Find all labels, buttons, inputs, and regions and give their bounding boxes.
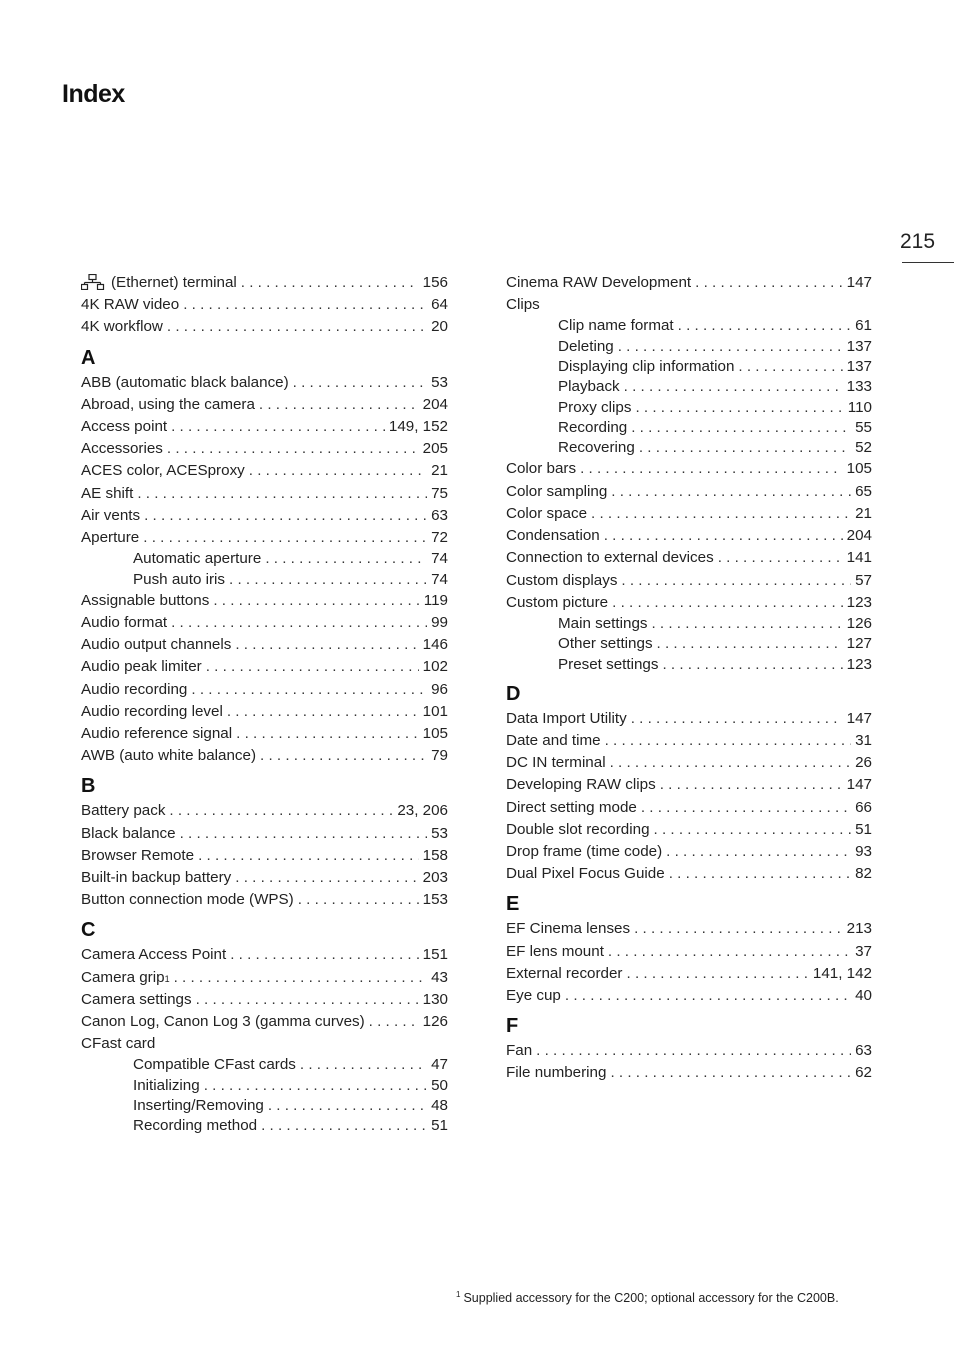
leader-dots — [174, 967, 428, 989]
index-subentry — [506, 614, 872, 634]
index-entry — [506, 294, 872, 316]
index-entry-label: Color bars — [506, 460, 577, 478]
leader-dots — [144, 505, 427, 527]
index-entry-label: Camera settings — [81, 990, 192, 1008]
index-entry-label: Cinema RAW Development — [506, 274, 692, 291]
index-entry-page[interactable]: 110 — [847, 398, 872, 416]
index-entry-page[interactable]: 31 — [855, 732, 872, 749]
leader-dots — [610, 752, 852, 774]
index-entry-page[interactable]: 75 — [431, 484, 448, 502]
index-entry-label: Audio recording — [81, 680, 188, 698]
index-entry-page[interactable]: 126 — [846, 614, 872, 632]
index-entry — [81, 634, 448, 656]
leader-dots — [191, 679, 427, 701]
index-entry — [81, 590, 448, 612]
leader-dots — [206, 656, 419, 678]
index-entry-label: (Ethernet) terminal — [111, 274, 237, 291]
index-entry-label: Automatic aperture — [133, 550, 262, 568]
index-entry-page[interactable]: 151 — [422, 946, 448, 964]
index-entry-page[interactable]: 126 — [422, 1013, 448, 1031]
index-entry-page[interactable]: 21 — [855, 504, 872, 522]
index-entry-page[interactable]: 153 — [422, 891, 448, 909]
index-entry-page[interactable]: 203 — [422, 869, 448, 887]
index-entry — [81, 1033, 448, 1055]
index-entry-label: AE shift — [81, 484, 134, 502]
index-entry-page[interactable]: 72 — [431, 529, 448, 547]
leader-dots — [229, 570, 427, 590]
section-letter-e: E — [506, 893, 520, 916]
index-entry — [81, 701, 448, 723]
index-entry-page[interactable]: 213 — [846, 920, 872, 938]
index-entry-page[interactable]: 123 — [846, 655, 872, 673]
index-entry-page[interactable]: 74 — [431, 570, 448, 588]
index-subentry — [506, 337, 872, 357]
index-entry-page[interactable]: 137 — [846, 358, 872, 375]
index-entry-page[interactable]: 119 — [423, 591, 448, 609]
index-entry — [506, 592, 872, 614]
index-entry-label: Recording method — [133, 1117, 258, 1135]
index-entry-page[interactable]: 62 — [855, 1064, 872, 1082]
index-entry — [81, 372, 448, 394]
section-letter-c: C — [81, 919, 96, 942]
leader-dots — [634, 918, 843, 940]
leader-dots — [591, 503, 851, 525]
index-entry-label: EF Cinema lenses — [506, 920, 631, 938]
leader-dots — [635, 398, 843, 418]
index-entry-label: Aperture — [81, 529, 140, 547]
index-entry-label: Developing RAW clips — [506, 776, 656, 794]
leader-dots — [235, 634, 418, 656]
leader-dots — [171, 416, 385, 438]
index-entry-label: CFast card — [81, 1035, 156, 1053]
index-entry-page[interactable]: 51 — [855, 820, 872, 838]
leader-dots — [196, 989, 419, 1011]
index-entry-label: Drop frame (time code) — [506, 843, 663, 861]
index-entry-label: Proxy clips — [558, 398, 632, 416]
index-subentry — [506, 634, 872, 654]
index-entry-page[interactable]: 133 — [846, 378, 872, 396]
index-entry-label: ABB (automatic black balance) — [81, 373, 289, 391]
index-entry-label: Initializing — [133, 1076, 200, 1094]
leader-dots — [260, 745, 427, 767]
index-entry-page[interactable]: 105 — [846, 460, 872, 478]
leader-dots — [369, 1011, 419, 1033]
index-entry — [506, 503, 872, 525]
index-subentry — [506, 398, 872, 418]
index-entry — [506, 963, 872, 985]
index-entry-page[interactable]: 99 — [431, 614, 448, 632]
index-entry-label: Abroad, using the camera — [81, 395, 255, 413]
index-entry-page[interactable]: 79 — [431, 747, 448, 765]
index-entry-label: Audio reference signal — [81, 725, 233, 743]
index-entry-page[interactable]: 204 — [422, 395, 448, 413]
leader-dots — [662, 655, 842, 675]
page-number-rule — [902, 262, 954, 263]
leader-dots — [605, 730, 852, 752]
index-entry-page[interactable]: 96 — [431, 680, 448, 698]
index-entry — [81, 845, 448, 867]
index-entry-page[interactable]: 66 — [855, 798, 872, 816]
index-entry-label: Air vents — [81, 506, 141, 524]
index-entry-label: Preset settings — [558, 655, 659, 673]
leader-dots — [236, 723, 419, 745]
index-entry — [81, 505, 448, 527]
index-entry-label: Condensation — [506, 527, 600, 545]
index-entry — [81, 867, 448, 889]
index-subentry — [81, 1055, 448, 1075]
index-entry-page[interactable]: 127 — [846, 635, 872, 653]
leader-dots — [639, 438, 851, 458]
leader-dots — [235, 867, 418, 889]
index-entry — [506, 819, 872, 841]
index-entry-label: Main settings — [558, 614, 648, 632]
index-entry-label: Inserting/Removing — [133, 1097, 264, 1115]
index-entry-label: 4K workflow — [81, 318, 163, 336]
index-entry-label: Push auto iris — [133, 570, 226, 588]
index-entry-label: Dual Pixel Focus Guide — [506, 865, 665, 883]
index-entry-label: Recording — [558, 418, 628, 436]
index-entry — [81, 989, 448, 1011]
index-entry — [81, 294, 448, 316]
index-entry-page[interactable]: 51 — [431, 1117, 448, 1135]
index-entry-label: Clip name format — [558, 317, 674, 335]
index-column-left — [81, 272, 448, 1137]
section-letter-a: A — [81, 346, 96, 369]
index-entry-page[interactable]: 21 — [431, 462, 448, 480]
index-entry-page[interactable]: 93 — [855, 843, 872, 861]
index-entry: Camera grip 1 . . . 43 — [81, 967, 448, 989]
index-subentry — [506, 316, 872, 336]
index-entry-page[interactable]: 156 — [422, 274, 448, 291]
index-entry-label: Recovering — [558, 439, 635, 457]
index-entry-label: Double slot recording — [506, 820, 650, 838]
leader-dots — [631, 418, 851, 438]
index-entry-page[interactable]: 53 — [431, 824, 448, 842]
leader-dots — [669, 863, 851, 885]
index-entry-page[interactable]: 147 — [846, 274, 872, 291]
index-entry-page[interactable]: 53 — [431, 373, 448, 391]
index-entry-page[interactable]: 26 — [855, 754, 872, 772]
leader-dots — [608, 941, 851, 963]
leader-dots — [654, 819, 852, 841]
index-column-right — [506, 272, 872, 1085]
leader-dots — [268, 1096, 427, 1116]
index-entry-label: Other settings — [558, 635, 653, 653]
index-entry-label: Clips — [506, 296, 540, 314]
leader-dots — [259, 394, 419, 416]
index-subentry — [506, 357, 872, 377]
index-subentry — [506, 655, 872, 675]
page-number: 215 — [900, 230, 936, 253]
leader-dots — [298, 889, 419, 911]
footnote — [456, 1291, 839, 1305]
index-entry-page[interactable]: 55 — [855, 418, 872, 436]
leader-dots — [300, 1055, 427, 1075]
index-entry — [506, 918, 872, 940]
leader-dots — [660, 774, 843, 796]
index-entry-page[interactable]: 205 — [422, 440, 448, 458]
index-entry — [81, 483, 448, 505]
index-entry — [506, 458, 872, 480]
index-entry-label: Displaying clip information — [558, 358, 735, 375]
index-entry-label: Assignable buttons — [81, 591, 210, 609]
index-entry-label: DC IN terminal — [506, 754, 606, 772]
index-entry-page[interactable]: 82 — [855, 865, 872, 883]
index-entry — [81, 416, 448, 438]
index-entry-label: Audio recording level — [81, 702, 223, 720]
index-entry-label: ACES color, ACESproxy — [81, 462, 245, 480]
leader-dots — [227, 701, 419, 723]
index-entry-label: Canon Log, Canon Log 3 (gamma curves) — [81, 1013, 365, 1031]
index-entry-page[interactable]: 146 — [422, 636, 448, 654]
leader-dots — [265, 549, 427, 569]
leader-dots — [631, 708, 843, 730]
leader-dots — [612, 592, 843, 614]
leader-dots — [738, 357, 842, 377]
leader-dots — [611, 481, 851, 503]
index-entry — [506, 1040, 872, 1062]
index-entry — [506, 941, 872, 963]
index-entry — [81, 745, 448, 767]
index-entry — [81, 679, 448, 701]
leader-dots — [610, 1062, 851, 1084]
index-entry-label: Accessories — [81, 440, 163, 458]
index-entry — [506, 797, 872, 819]
index-entry-page[interactable]: 123 — [846, 593, 872, 611]
index-entry-label: Camera Access Point — [81, 946, 227, 964]
leader-dots — [204, 1076, 427, 1096]
leader-dots — [621, 570, 851, 592]
footnote-text: Supplied accessory for the C200; optional accessory for the C200B. — [463, 1291, 839, 1305]
index-entry — [506, 1062, 872, 1084]
index-entry — [81, 656, 448, 678]
leader-dots — [678, 316, 851, 336]
leader-dots — [624, 377, 843, 397]
index-entry-page[interactable]: 50 — [431, 1076, 448, 1094]
index-subentry — [81, 1096, 448, 1116]
index-entry — [506, 708, 872, 730]
index-entry — [81, 723, 448, 745]
page-title: Index — [62, 80, 125, 108]
index-subentry — [81, 570, 448, 590]
leader-dots — [580, 458, 843, 480]
index-entry — [506, 272, 872, 294]
leader-dots — [167, 438, 419, 460]
leader-dots — [627, 963, 809, 985]
index-entry-label: Camera grip — [81, 968, 165, 986]
index-subentry — [81, 549, 448, 569]
index-entry — [81, 823, 448, 845]
leader-dots — [666, 841, 851, 863]
index-entry-label: Button connection mode (WPS) — [81, 891, 294, 909]
leader-dots — [718, 547, 843, 569]
leader-dots — [695, 272, 843, 294]
leader-dots — [249, 460, 427, 482]
leader-dots — [169, 800, 393, 822]
index-entry-label: 4K RAW video — [81, 296, 180, 314]
index-entry-page[interactable]: 61 — [855, 317, 872, 335]
index-entry-label: Black balance — [81, 824, 176, 842]
index-entry-label: Connection to external devices — [506, 549, 714, 567]
index-entry-label: Compatible CFast cards — [133, 1056, 296, 1074]
index-entry — [506, 985, 872, 1007]
index-entry — [81, 316, 448, 338]
leader-dots — [651, 614, 842, 634]
index-entry-page[interactable]: 101 — [422, 702, 448, 720]
index-subentry — [506, 377, 872, 397]
index-entry-page[interactable]: 147 — [846, 709, 872, 727]
leader-dots — [565, 985, 851, 1007]
index-entry-page[interactable]: 63 — [431, 506, 448, 524]
index-entry — [81, 394, 448, 416]
index-entry-label: Playback — [558, 378, 620, 396]
index-entry-page[interactable]: 102 — [422, 658, 448, 676]
leader-dots — [171, 612, 427, 634]
footnote-mark: 1 — [456, 1290, 461, 1299]
index-entry-page[interactable]: 130 — [422, 990, 448, 1008]
index-entry — [81, 944, 448, 966]
index-entry-label: Audio format — [81, 614, 168, 632]
leader-dots — [213, 590, 419, 612]
index-entry-page[interactable]: 43 — [431, 968, 448, 986]
index-entry-page[interactable]: 63 — [855, 1042, 872, 1060]
index-entry-page[interactable]: 48 — [431, 1097, 448, 1115]
index-entry — [506, 481, 872, 503]
index-entry-label: Audio peak limiter — [81, 658, 202, 676]
leader-dots — [536, 1040, 851, 1062]
index-entry-label: Direct setting mode — [506, 798, 637, 816]
index-entry-page[interactable]: 23, 206 — [397, 802, 448, 820]
index-entry-label: Eye cup — [506, 987, 561, 1005]
index-subentry — [81, 1076, 448, 1096]
index-entry — [506, 730, 872, 752]
index-subentry — [506, 418, 872, 438]
index-entry — [81, 438, 448, 460]
index-entry-page[interactable]: 204 — [846, 527, 872, 545]
leader-dots — [641, 797, 851, 819]
index-entry — [506, 841, 872, 863]
index-entry-label: Custom displays — [506, 571, 618, 589]
index-entry-page[interactable]: 20 — [431, 318, 448, 336]
index-entry — [81, 272, 448, 294]
index-entry-page[interactable]: 64 — [431, 296, 448, 314]
index-entry-label: Battery pack — [81, 802, 166, 820]
index-entry-label: Custom picture — [506, 593, 609, 611]
index-entry — [81, 1011, 448, 1033]
index-subentry — [506, 438, 872, 458]
leader-dots — [293, 372, 427, 394]
index-entry — [506, 525, 872, 547]
leader-dots — [657, 634, 843, 654]
index-subentry — [81, 1116, 448, 1136]
index-entry-page[interactable]: 149, 152 — [388, 418, 448, 436]
index-entry — [506, 774, 872, 796]
index-entry-label: Date and time — [506, 732, 601, 749]
index-entry-label: Access point — [81, 418, 168, 436]
index-entry-label: Color sampling — [506, 482, 608, 500]
index-entry-label: Deleting — [558, 337, 614, 355]
index-entry-label: Data Import Utility — [506, 709, 627, 727]
index-entry-page[interactable]: 52 — [855, 439, 872, 457]
index-entry-page[interactable]: 47 — [431, 1056, 448, 1074]
index-entry — [506, 570, 872, 592]
index-entry-page[interactable]: 141, 142 — [812, 964, 872, 982]
index-entry-page[interactable]: 158 — [422, 846, 448, 864]
index-entry-label: EF lens mount — [506, 942, 604, 960]
ethernet-icon — [81, 274, 105, 290]
index-entry — [81, 800, 448, 822]
index-entry-page[interactable]: 37 — [855, 942, 872, 960]
section-letter-b: B — [81, 775, 96, 798]
index-entry-page[interactable]: 137 — [846, 337, 872, 355]
index-entry-label: Browser Remote — [81, 846, 195, 864]
leader-dots — [180, 823, 428, 845]
index-entry-page[interactable]: 65 — [855, 482, 872, 500]
index-entry — [81, 460, 448, 482]
index-entry-label: Audio output channels — [81, 636, 232, 654]
index-entry-label: Color space — [506, 504, 588, 522]
index-entry-label: AWB (auto white balance) — [81, 747, 257, 765]
index-entry-label: File numbering — [506, 1064, 607, 1082]
index-entry-label: Built-in backup battery — [81, 869, 232, 887]
index-entry-page[interactable]: 74 — [431, 550, 448, 568]
index-entry-page[interactable]: 57 — [855, 571, 872, 589]
leader-dots — [261, 1116, 427, 1136]
index-entry-page[interactable]: 105 — [422, 725, 448, 743]
section-letter-d: D — [506, 682, 521, 705]
index-entry-page[interactable]: 40 — [855, 987, 872, 1005]
leader-dots — [618, 337, 843, 357]
index-entry — [506, 752, 872, 774]
index-entry-page[interactable]: 147 — [846, 776, 872, 794]
index-entry — [81, 527, 448, 549]
leader-dots — [137, 483, 427, 505]
index-entry-label: Fan — [506, 1042, 533, 1060]
leader-dots — [143, 527, 427, 549]
index-entry — [81, 889, 448, 911]
index-entry — [81, 612, 448, 634]
section-letter-f: F — [506, 1015, 519, 1038]
index-entry-label: External recorder — [506, 964, 623, 982]
leader-dots — [198, 845, 419, 867]
index-entry — [506, 863, 872, 885]
index-entry-page[interactable]: 141 — [846, 549, 872, 567]
leader-dots — [230, 944, 418, 966]
index-entry — [506, 547, 872, 569]
leader-dots — [604, 525, 843, 547]
